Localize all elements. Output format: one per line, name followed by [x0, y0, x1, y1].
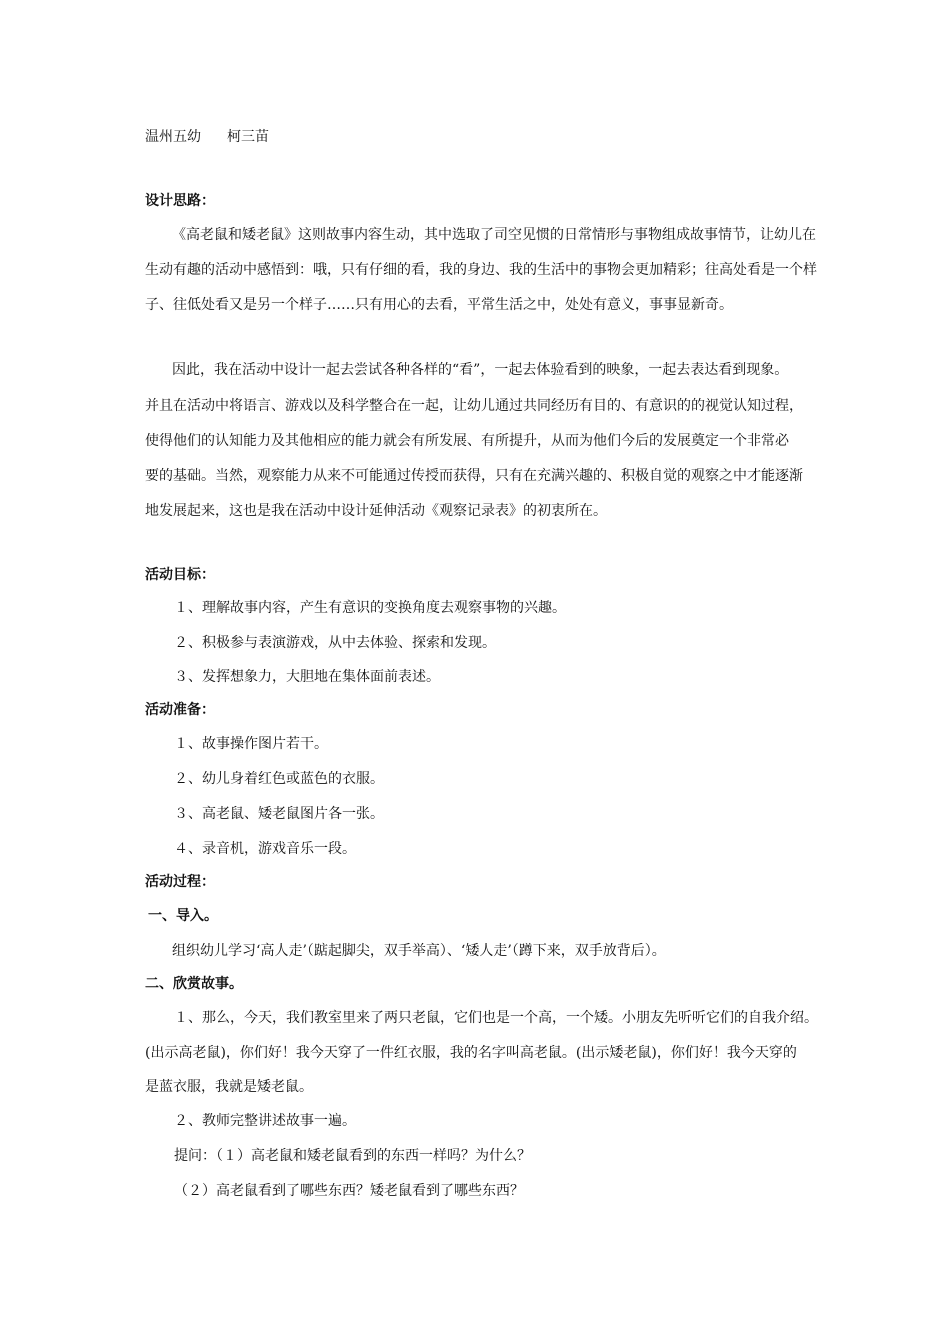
process-section-1-title: 一、导入。 — [148, 908, 218, 924]
design-heading: 设计思路： — [145, 193, 215, 209]
process-s2-p1-line-2: (出示高老鼠)，你们好！我今天穿了一件红衣服，我的名字叫高老鼠。(出示矮老鼠)，你们好！我今天穿的 — [145, 1045, 797, 1061]
school-name: 温州五幼 — [145, 129, 201, 145]
goals-item-3: ３、发挥想象力，大胆地在集体面前表述。 — [174, 669, 440, 685]
prep-item-2: ２、幼儿身着红色或蓝色的衣服。 — [174, 771, 384, 787]
prep-heading: 活动准备： — [145, 702, 215, 718]
design-p1-line-3: 子、往低处看又是另一个样子……只有用心的去看，平常生活之中，处处有意义，事事显新奇。 — [145, 297, 733, 313]
author-name: 柯三苗 — [227, 129, 269, 145]
process-s2-p1-line-1: １、那么，今天，我们教室里来了两只老鼠，它们也是一个高，一个矮。小朋友先听听它们的自我介绍。 — [174, 1010, 818, 1026]
design-p1-line-1: 《高老鼠和矮老鼠》这则故事内容生动，其中选取了司空见惯的日常情形与事物组成故事情节，让幼儿在 — [172, 227, 816, 243]
prep-item-1: １、故事操作图片若干。 — [174, 736, 328, 752]
design-p1-line-2: 生动有趣的活动中感悟到：哦，只有仔细的看，我的身边、我的生活中的事物会更加精彩；往高处看是一个样 — [145, 262, 817, 278]
goals-heading: 活动目标： — [145, 567, 215, 583]
design-p2-line-1: 因此，我在活动中设计一起去尝试各种各样的“看”，一起去体验看到的映象，一起去表达看到现象。 — [172, 362, 789, 378]
process-s2-question-2: （２）高老鼠看到了哪些东西？矮老鼠看到了哪些东西？ — [174, 1183, 524, 1199]
header-line — [145, 127, 269, 147]
design-p2-line-2: 并且在活动中将语言、游戏以及科学整合在一起，让幼儿通过共同经历有目的、有意识的的视觉认知过程， — [145, 398, 803, 414]
design-p2-line-5: 地发展起来，这也是我在活动中设计延伸活动《观察记录表》的初衷所在。 — [145, 503, 607, 519]
process-s2-question-1: 提问：（１）高老鼠和矮老鼠看到的东西一样吗？为什么？ — [174, 1148, 531, 1164]
prep-item-3: ３、高老鼠、矮老鼠图片各一张。 — [174, 806, 384, 822]
design-p2-line-3: 使得他们的认知能力及其他相应的能力就会有所发展、有所提升，从而为他们今后的发展奠定一个非常必 — [145, 433, 789, 449]
prep-item-4: ４、录音机，游戏音乐一段。 — [174, 841, 356, 857]
process-s2-p1-line-3: 是蓝衣服，我就是矮老鼠。 — [145, 1079, 313, 1095]
process-heading: 活动过程： — [145, 874, 215, 890]
goals-item-2: ２、积极参与表演游戏，从中去体验、探索和发现。 — [174, 635, 496, 651]
process-section-2-title: 二、欣赏故事。 — [145, 976, 243, 992]
process-s2-p2: ２、教师完整讲述故事一遍。 — [174, 1113, 356, 1129]
goals-item-1: １、理解故事内容，产生有意识的变换角度去观察事物的兴趣。 — [174, 600, 566, 616]
process-section-1-text: 组织幼儿学习‘高人走’（踮起脚尖，双手举高）、‘矮人走’（蹲下来，双手放背后）。 — [172, 943, 666, 959]
design-p2-line-4: 要的基础。当然，观察能力从来不可能通过传授而获得，只有在充满兴趣的、积极自觉的观察之中才能逐渐 — [145, 468, 803, 484]
